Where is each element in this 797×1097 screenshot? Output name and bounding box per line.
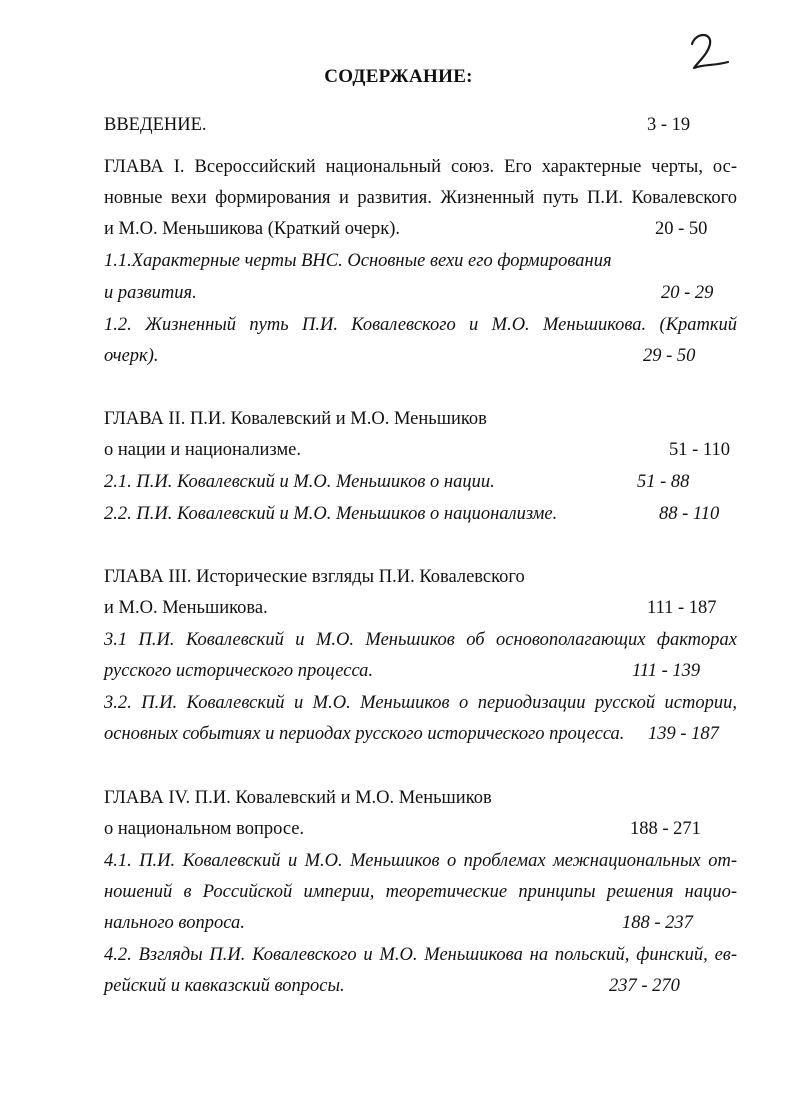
section-1-2-line2: очерк). bbox=[104, 346, 159, 366]
toc-title: СОДЕРЖАНИЕ: bbox=[324, 66, 473, 87]
chapter3-heading-line2: и М.О. Меньшикова. bbox=[104, 598, 268, 618]
section-4-1-line1: 4.1. П.И. Ковалевский и М.О. Меньшиков о проблемах межнациональных от- bbox=[104, 851, 737, 871]
section-1-1-pages: 20 - 29 bbox=[661, 283, 714, 303]
section-4-2-pages: 237 - 270 bbox=[609, 976, 680, 996]
chapter1-heading-line3: и М.О. Меньшикова (Краткий очерк). bbox=[104, 219, 401, 239]
section-4-1-line3: нального вопроса. bbox=[104, 913, 245, 933]
section-4-1-pages: 188 - 237 bbox=[622, 913, 693, 933]
section-2-2-pages: 88 - 110 bbox=[659, 504, 720, 524]
section-1-1-line1: 1.1.Характерные черты ВНС. Основные вехи его формирования bbox=[104, 251, 612, 271]
section-1-2-pages: 29 - 50 bbox=[643, 346, 696, 366]
chapter1-heading-line2: новные вехи формирования и развития. Жизненный путь П.И. Ковалевского bbox=[104, 188, 737, 208]
section-3-2-pages: 139 - 187 bbox=[648, 724, 719, 744]
intro-pages: 3 - 19 bbox=[647, 115, 691, 135]
intro-label: ВВЕДЕНИЕ. bbox=[104, 115, 207, 135]
chapter4-pages: 188 - 271 bbox=[630, 819, 701, 839]
section-3-1-pages: 111 - 139 bbox=[632, 661, 701, 681]
section-3-1-line2: русского исторического процесса. bbox=[104, 661, 374, 681]
chapter1-heading-line1: ГЛАВА I. Всероссийский национальный союз. Его характерные черты, ос- bbox=[104, 157, 737, 177]
section-3-2-line1: 3.2. П.И. Ковалевский и М.О. Меньшиков о периодизации русской истории, bbox=[104, 693, 737, 713]
chapter2-pages: 51 - 110 bbox=[669, 440, 730, 460]
section-4-1-line2: ношений в Российской империи, теоретические принципы решения нацио- bbox=[104, 882, 737, 902]
chapter1-pages: 20 - 50 bbox=[655, 219, 708, 239]
section-1-1-line2: и развития. bbox=[104, 283, 197, 303]
section-4-2-line1: 4.2. Взгляды П.И. Ковалевского и М.О. Меньшикова на польский, финский, ев- bbox=[104, 945, 737, 965]
section-1-2-line1: 1.2. Жизненный путь П.И. Ковалевского и М.О. Меньшикова. (Краткий bbox=[104, 315, 737, 335]
chapter2-heading-line2: о нации и национализме. bbox=[104, 440, 301, 460]
section-2-1-pages: 51 - 88 bbox=[637, 472, 690, 492]
section-4-2-line2: рейский и кавказский вопросы. bbox=[104, 976, 345, 996]
section-3-1-line1: 3.1 П.И. Ковалевский и М.О. Меньшиков об основополагающих факторах bbox=[104, 630, 737, 650]
chapter4-heading-line2: о национальном вопросе. bbox=[104, 819, 305, 839]
section-3-2-line2: основных событиях и периодах русского исторического процесса. bbox=[104, 724, 625, 744]
chapter4-heading-line1: ГЛАВА IV. П.И. Ковалевский и М.О. Меньшиков bbox=[104, 788, 492, 808]
chapter3-heading-line1: ГЛАВА III. Исторические взгляды П.И. Ковалевского bbox=[104, 567, 525, 587]
section-2-1-text: 2.1. П.И. Ковалевский и М.О. Меньшиков о нации. bbox=[104, 472, 495, 492]
section-2-2-text: 2.2. П.И. Ковалевский и М.О. Меньшиков о национализме. bbox=[104, 504, 558, 524]
chapter2-heading-line1: ГЛАВА II. П.И. Ковалевский и М.О. Меньшиков bbox=[104, 409, 487, 429]
chapter3-pages: 111 - 187 bbox=[647, 598, 717, 618]
